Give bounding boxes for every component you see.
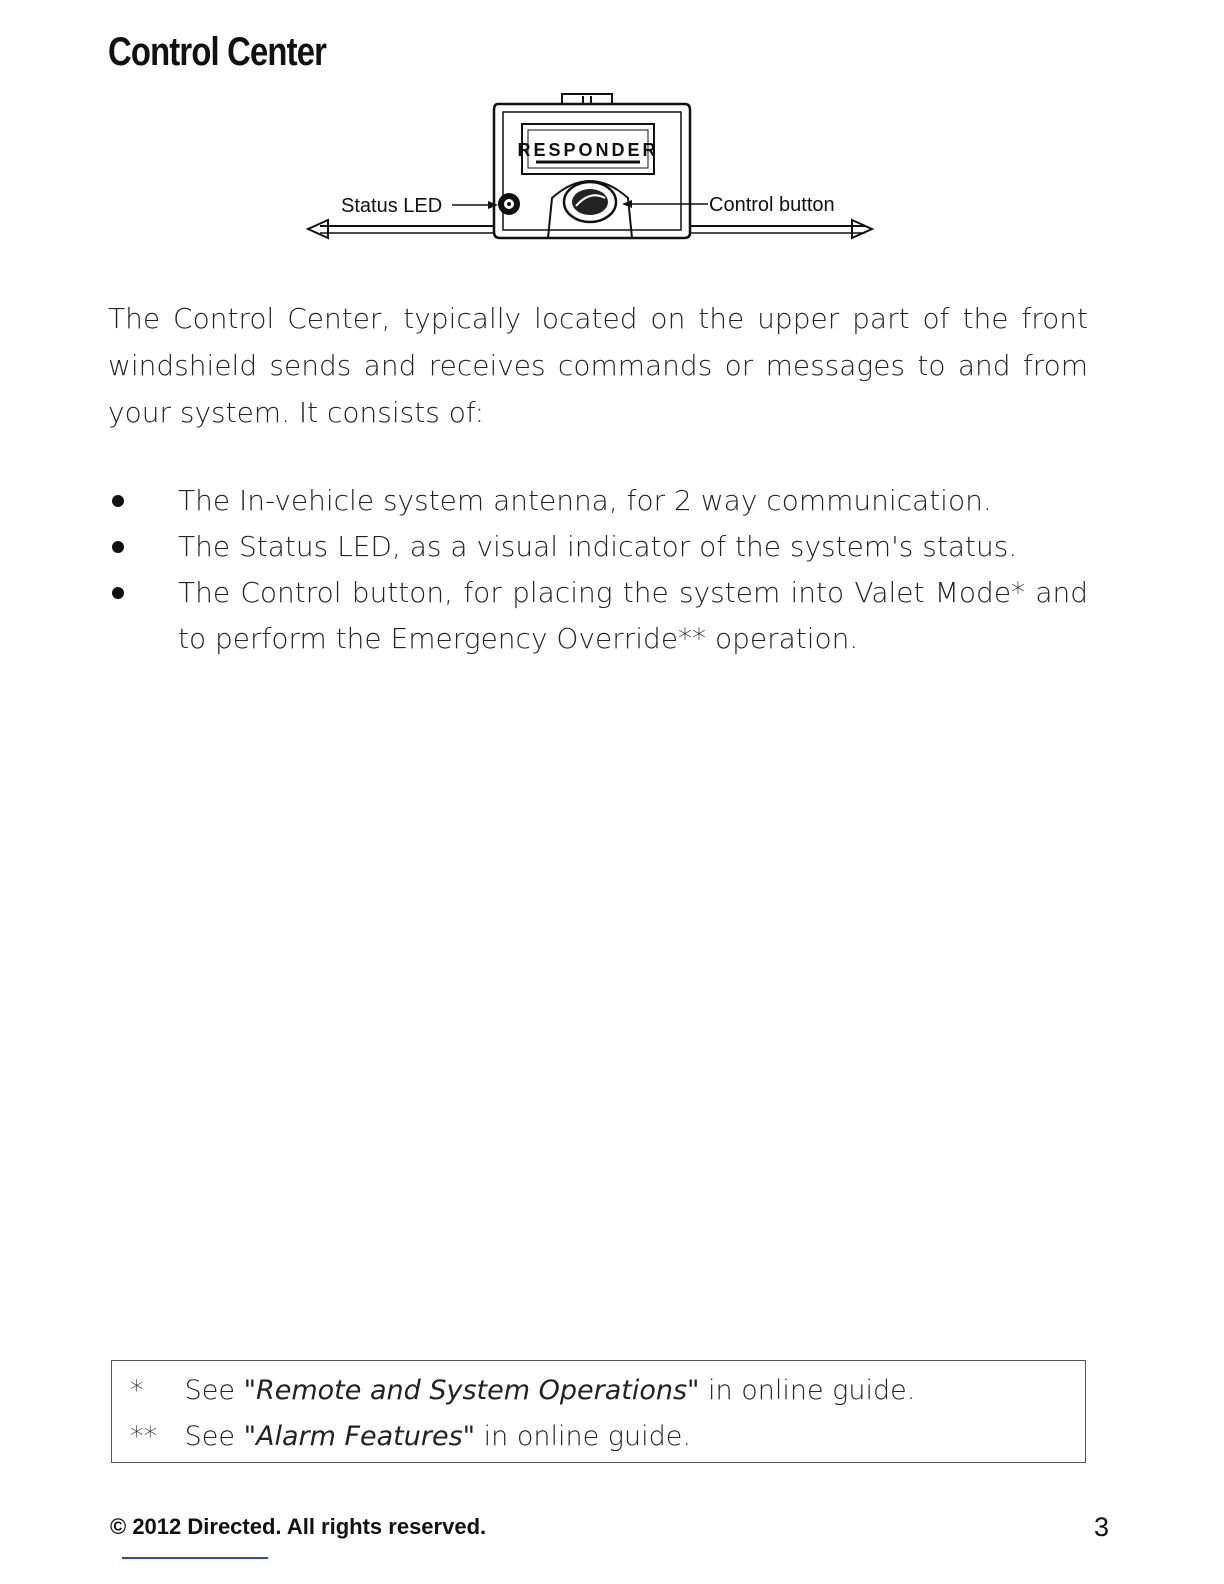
footnote-see: See xyxy=(184,1421,235,1452)
feature-list xyxy=(108,478,1088,662)
intro-paragraph: The Control Center, typically located on the upper part of the front windshield sends and receives commands or messages to and from your system. It consists of: xyxy=(108,302,1088,429)
footnote-see: See xyxy=(184,1375,235,1406)
status-led-label: Status LED xyxy=(341,195,443,217)
control-button-label: Control button xyxy=(709,194,835,216)
control-center-diagram xyxy=(300,88,900,248)
page-title: Control Center xyxy=(108,30,327,74)
footnote-row xyxy=(130,1375,915,1406)
list-item-text: The Control button, for placing the system into Valet Mode* and to perform the Emergency Override** operation. xyxy=(178,576,1088,655)
list-item-text: The Status LED, as a visual indicator of the system's status. xyxy=(178,530,1018,563)
footnote-mark: ** xyxy=(130,1421,157,1452)
control-center-illustration xyxy=(300,88,900,248)
antenna-left-end-icon xyxy=(308,220,328,238)
list-item xyxy=(108,478,1088,524)
device-brand-logo: RESPONDER xyxy=(517,140,659,160)
page-number: 3 xyxy=(1093,1512,1109,1542)
footnote-mark: * xyxy=(130,1375,144,1406)
footnotes-box xyxy=(111,1360,1086,1463)
bullet-icon xyxy=(112,541,124,553)
list-item xyxy=(108,570,1088,662)
list-item xyxy=(108,524,1088,570)
list-item-text: The In-vehicle system antenna, for 2 way communication. xyxy=(178,484,992,517)
copyright-notice: © 2012 Directed. All rights reserved. xyxy=(110,1514,487,1539)
footnote-suffix: in online guide. xyxy=(483,1421,691,1452)
footnote-reference: "Remote and System Operations" xyxy=(243,1375,700,1406)
footnote-reference: "Alarm Features" xyxy=(243,1421,476,1452)
footer-divider xyxy=(122,1557,268,1559)
bullet-icon xyxy=(112,587,124,599)
antenna-right-end-icon xyxy=(852,220,872,238)
footnote-row xyxy=(130,1421,691,1452)
footnote-suffix: in online guide. xyxy=(708,1375,916,1406)
bullet-icon xyxy=(112,495,124,507)
